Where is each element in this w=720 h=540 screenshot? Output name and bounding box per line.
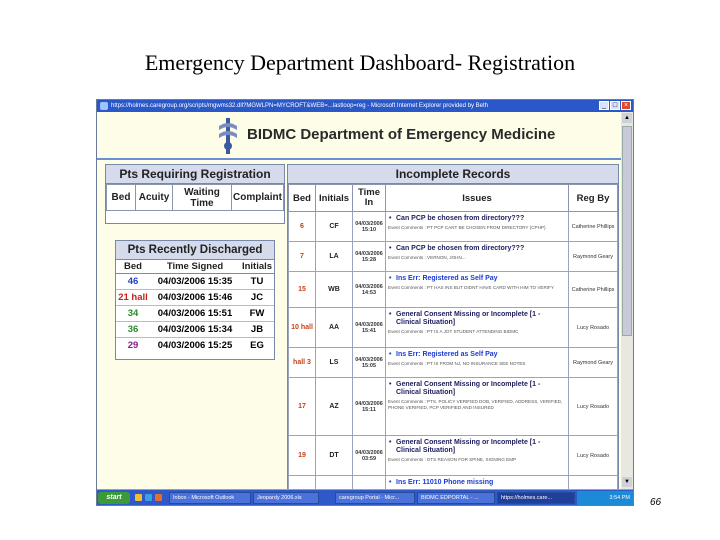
minimize-button[interactable]: _ (599, 101, 609, 110)
incomplete-time-in: 04/03/2006 14:53 (353, 272, 386, 308)
scroll-down-icon[interactable]: ▼ (622, 477, 632, 487)
registration-col-waiting-time[interactable]: Waiting Time (173, 185, 232, 211)
discharged-row[interactable] (116, 274, 274, 290)
incomplete-time-in: 04/03/2006 15:28 (353, 242, 386, 272)
incomplete-col-initials[interactable]: Initials (316, 185, 353, 212)
incomplete-bed: 6 (289, 212, 316, 242)
incomplete-panel-title: Incomplete Records (288, 165, 618, 184)
discharged-initials: TU (240, 274, 274, 290)
start-button[interactable]: start (98, 492, 130, 504)
incomplete-table (288, 184, 618, 489)
incomplete-row[interactable] (289, 308, 618, 348)
discharged-row[interactable] (116, 306, 274, 322)
incomplete-reg-by: Catherine Phillips (569, 272, 618, 308)
discharged-initials: JB (240, 322, 274, 338)
folder-icon[interactable] (135, 494, 142, 501)
windows-taskbar (97, 489, 633, 506)
incomplete-initials: CF (316, 212, 353, 242)
incomplete-comment: Event Comments : PT IS A JOT STUDENT ATTENDING BIDMC (388, 329, 519, 334)
incomplete-issue[interactable]: • Can PCP be chosen from directory??? (386, 242, 568, 254)
incomplete-time-in (353, 476, 386, 490)
incomplete-comment: Event Comments : PT IS FROM NJ, NO INSURANCE SEE NOTES (388, 361, 526, 366)
taskbar-button-active[interactable]: https://holmes.care... (497, 492, 575, 504)
browser-quicklaunch-icon[interactable] (145, 494, 152, 501)
scrollbar-thumb[interactable] (622, 126, 632, 336)
taskbar-button[interactable]: Inbox - Microsoft Outlook (169, 492, 251, 504)
discharged-table (116, 260, 274, 353)
close-button[interactable]: × (621, 101, 631, 110)
incomplete-reg-by: Raymond Geary (569, 348, 618, 378)
slide-title: Emergency Department Dashboard- Registration (144, 50, 576, 75)
incomplete-col-reg-by[interactable]: Reg By (569, 185, 618, 212)
incomplete-initials: DT (316, 436, 353, 476)
browser-title-text: https://holmes.caregroup.org/scripts/mgwms32.dll?MGWLPN=MYCROFT&WEB=...lastloop=reg - Microsoft Internet Explorer provided by Beth (111, 103, 488, 109)
incomplete-initials: LA (316, 242, 353, 272)
system-tray-clock[interactable]: 3:54 PM (577, 491, 633, 505)
incomplete-time-in: 04/03/2006 15:11 (353, 378, 386, 436)
incomplete-issue[interactable]: • General Consent Missing or Incomplete [1 - Clinical Situation] (386, 436, 568, 456)
incomplete-issue[interactable]: • Ins Err: Registered as Self Pay (386, 272, 568, 284)
incomplete-issue[interactable]: • Ins Err: 11010 Phone missing (386, 476, 568, 488)
incomplete-reg-by: Lucy Rosado (569, 436, 618, 476)
incomplete-reg-by: Lucy Rosado (569, 308, 618, 348)
taskbar-button[interactable]: Jeopardy 2006.xls (253, 492, 319, 504)
incomplete-time-in: 04/03/2006 15:10 (353, 212, 386, 242)
taskbar-button[interactable]: BIDMC EDPORTAL - ... (417, 492, 495, 504)
incomplete-comment: Event Comments : PT HAS INS BUT DIDNT HAVE CARD WITH HIM TO VERIFY (388, 285, 554, 290)
incomplete-issue[interactable]: • General Consent Missing or Incomplete [1 - Clinical Situation] (386, 378, 568, 398)
discharged-col-time-signed[interactable]: Time Signed (150, 260, 240, 274)
incomplete-row[interactable] (289, 242, 618, 272)
incomplete-reg-by: Catherine Phillips (569, 212, 618, 242)
discharged-initials: EG (240, 338, 274, 354)
registration-col-acuity[interactable]: Acuity (136, 185, 173, 211)
registration-table (106, 184, 284, 211)
registration-panel (105, 164, 285, 224)
browser-window (96, 99, 634, 506)
incomplete-row[interactable] (289, 436, 618, 476)
discharged-row[interactable] (116, 322, 274, 338)
header-divider (97, 158, 621, 160)
incomplete-time-in: 04/03/2006 15:41 (353, 308, 386, 348)
incomplete-time-in: 04/03/2006 15:05 (353, 348, 386, 378)
incomplete-initials: LS (316, 348, 353, 378)
incomplete-issue[interactable]: • General Consent Missing or Incomplete [1 - Clinical Situation] (386, 308, 568, 328)
discharged-bed: 34 (116, 306, 150, 322)
discharged-time: 04/03/2006 15:35 (150, 274, 240, 290)
incomplete-bed: 15 (289, 272, 316, 308)
page-content (97, 112, 621, 489)
incomplete-reg-by: Raymond Geary (569, 242, 618, 272)
incomplete-comment: Event Comments : VERNON, JOHN... (388, 255, 466, 260)
incomplete-issue[interactable]: • Ins Err: Registered as Self Pay (386, 348, 568, 360)
incomplete-initials: WB (316, 272, 353, 308)
incomplete-col-time-in[interactable]: Time In (353, 185, 386, 212)
scroll-up-icon[interactable]: ▲ (622, 113, 632, 123)
incomplete-issue[interactable]: • Can PCP be chosen from directory??? (386, 212, 568, 224)
incomplete-comment: Event Comments : PT PCP CANT BE CHOSEN FROM DIRECTORY (CPHP) (388, 225, 546, 230)
registration-col-bed[interactable]: Bed (107, 185, 136, 211)
incomplete-row[interactable] (289, 272, 618, 308)
incomplete-comment: Event Comments : DTS REASON FOR SPINE, SIGNING EMP (388, 457, 517, 462)
header-title: BIDMC Department of Emergency Medicine (247, 126, 556, 143)
incomplete-bed (289, 476, 316, 490)
discharged-initials: JC (240, 290, 274, 306)
incomplete-initials: AA (316, 308, 353, 348)
discharged-bed: 29 (116, 338, 150, 354)
maximize-button[interactable]: □ (610, 101, 620, 110)
incomplete-time-in: 04/03/2006 03:59 (353, 436, 386, 476)
discharged-time: 04/03/2006 15:51 (150, 306, 240, 322)
vertical-scrollbar[interactable] (621, 112, 633, 489)
incomplete-panel (287, 164, 619, 489)
incomplete-col-bed[interactable]: Bed (289, 185, 316, 212)
discharged-col-bed[interactable]: Bed (116, 260, 150, 274)
discharged-bed: 46 (116, 274, 150, 290)
internet-explorer-icon (100, 102, 108, 110)
discharged-panel (115, 240, 275, 360)
incomplete-initials: AZ (316, 378, 353, 436)
discharged-row[interactable] (116, 290, 274, 306)
incomplete-bed: 7 (289, 242, 316, 272)
registration-col-complaint[interactable]: Complaint (232, 185, 284, 211)
incomplete-row[interactable] (289, 348, 618, 378)
browser-title-bar[interactable] (97, 100, 633, 112)
discharged-row[interactable] (116, 338, 274, 354)
bidmc-logo-icon (217, 118, 239, 154)
discharged-time: 04/03/2006 15:25 (150, 338, 240, 354)
discharged-initials: FW (240, 306, 274, 322)
registration-panel-title: Pts Requiring Registration (106, 165, 284, 184)
incomplete-col-issues[interactable]: Issues (386, 185, 569, 212)
incomplete-reg-by (569, 476, 618, 490)
discharged-bed: 21 hall (116, 290, 150, 306)
incomplete-bed: 19 (289, 436, 316, 476)
incomplete-bed: hall 3 (289, 348, 316, 378)
discharged-col-initials[interactable]: Initials (241, 261, 273, 272)
discharged-bed: 36 (116, 322, 150, 338)
incomplete-bed: 10 hall (289, 308, 316, 348)
incomplete-row[interactable] (289, 476, 618, 490)
slide-number: 66 (650, 497, 662, 508)
outlook-quicklaunch-icon[interactable] (155, 494, 162, 501)
incomplete-row[interactable] (289, 212, 618, 242)
incomplete-reg-by: Lucy Rosado (569, 378, 618, 436)
taskbar-button[interactable]: caregroup Portal - Micr... (335, 492, 415, 504)
discharged-panel-title: Pts Recently Discharged (116, 241, 274, 260)
incomplete-comment: Event Comments : PTS. POLICY VERIFIED DOB, VERIFIED, ADDRESS, VERIFIED, PHONE VERIFIED, PCP VERIFIED AND INSURED (388, 399, 563, 410)
incomplete-bed: 17 (289, 378, 316, 436)
discharged-time: 04/03/2006 15:34 (150, 322, 240, 338)
discharged-time: 04/03/2006 15:46 (150, 290, 240, 306)
incomplete-row[interactable] (289, 378, 618, 436)
incomplete-initials (316, 476, 353, 490)
